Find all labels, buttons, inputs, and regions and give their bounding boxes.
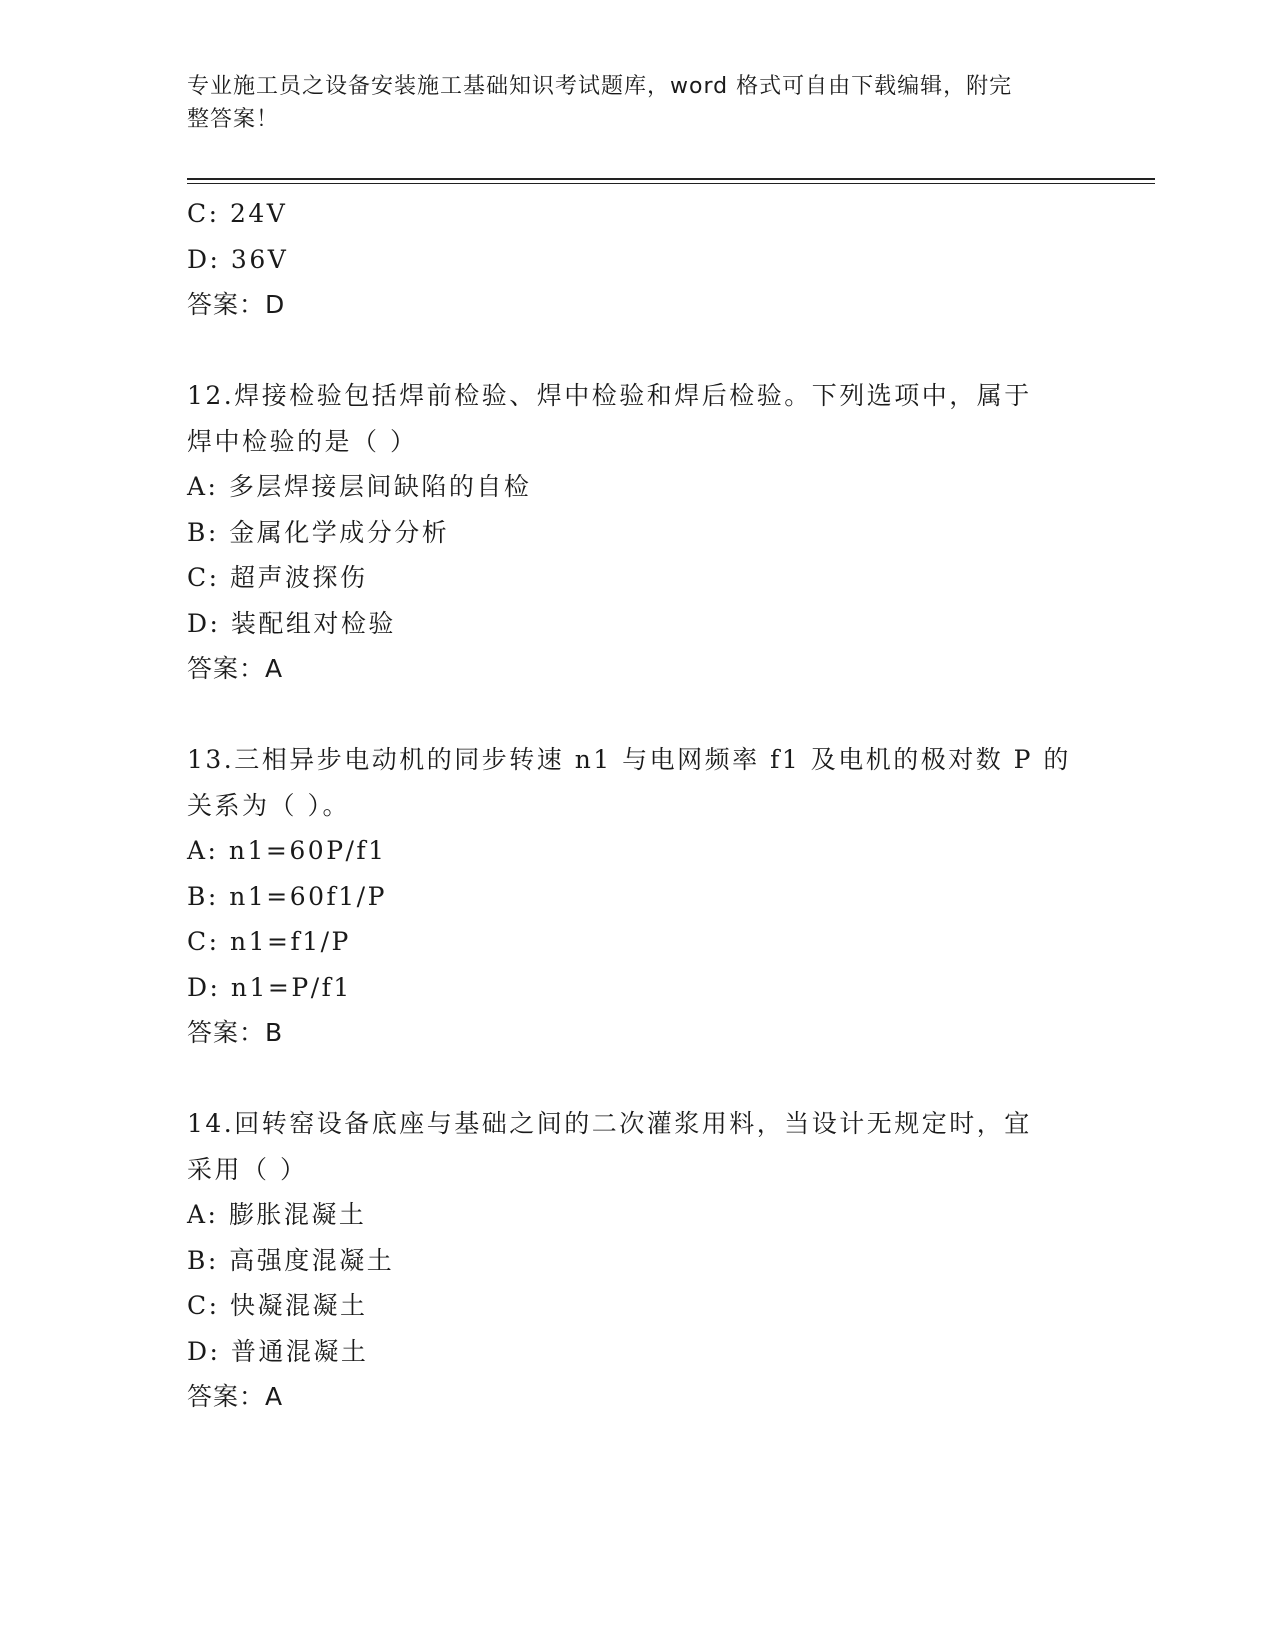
option-b: B: n1=60f1/P [187, 881, 387, 911]
question-stem-line: 采用（ ） [187, 1154, 308, 1184]
answer-line: 答案：A [187, 654, 284, 683]
header-line-1: 专业施工员之设备安装施工基础知识考试题库，word 格式可自由下载编辑，附完 [187, 74, 1013, 99]
question-stem-line: 关系为（ ）。 [187, 790, 350, 820]
option-c: C: 快凝混凝土 [187, 1291, 368, 1320]
question-stem-line: 12.焊接检验包括焊前检验、焊中检验和焊后检验。下列选项中，属于 [187, 381, 1032, 410]
question-14 [187, 1101, 1087, 1420]
answer-line: 答案：A [187, 1382, 284, 1411]
option-c: C: 24V [187, 199, 288, 228]
answer-line: 答案：D [187, 290, 286, 319]
option-b: B: 高强度混凝土 [187, 1245, 395, 1275]
question-12 [187, 373, 1087, 692]
question-13 [187, 737, 1087, 1056]
answer-line: 答案：B [187, 1018, 284, 1047]
header-line-2: 整答案！ [187, 107, 280, 132]
question-list [187, 191, 1087, 1420]
question-stem-line: 13.三相异步电动机的同步转速 n1 与电网频率 f1 及电机的极对数 P 的 [187, 745, 1071, 774]
question-gap [187, 328, 1087, 374]
option-d: D: 普通混凝土 [187, 1336, 369, 1366]
question-stem-line: 焊中检验的是（ ） [187, 426, 418, 456]
option-c: C: 超声波探伤 [187, 563, 368, 592]
question-gap [187, 692, 1087, 738]
header-rule-thin [187, 183, 1155, 184]
header-rule-thick [187, 178, 1155, 180]
option-c: C: n1=f1/P [187, 927, 351, 956]
question-11-partial [187, 191, 1087, 328]
option-a: A: 多层焊接层间缺陷的自检 [187, 472, 532, 501]
option-a: A: 膨胀混凝土 [187, 1200, 367, 1229]
option-d: D: n1=P/f1 [187, 972, 352, 1002]
question-stem-line: 14.回转窑设备底座与基础之间的二次灌浆用料，当设计无规定时，宜 [187, 1109, 1032, 1138]
document-header [187, 70, 1087, 136]
option-d: D: 36V [187, 244, 289, 274]
option-a: A: n1=60P/f1 [187, 836, 387, 865]
option-b: B: 金属化学成分分析 [187, 517, 450, 547]
question-gap [187, 1056, 1087, 1102]
option-d: D: 装配组对检验 [187, 608, 396, 638]
